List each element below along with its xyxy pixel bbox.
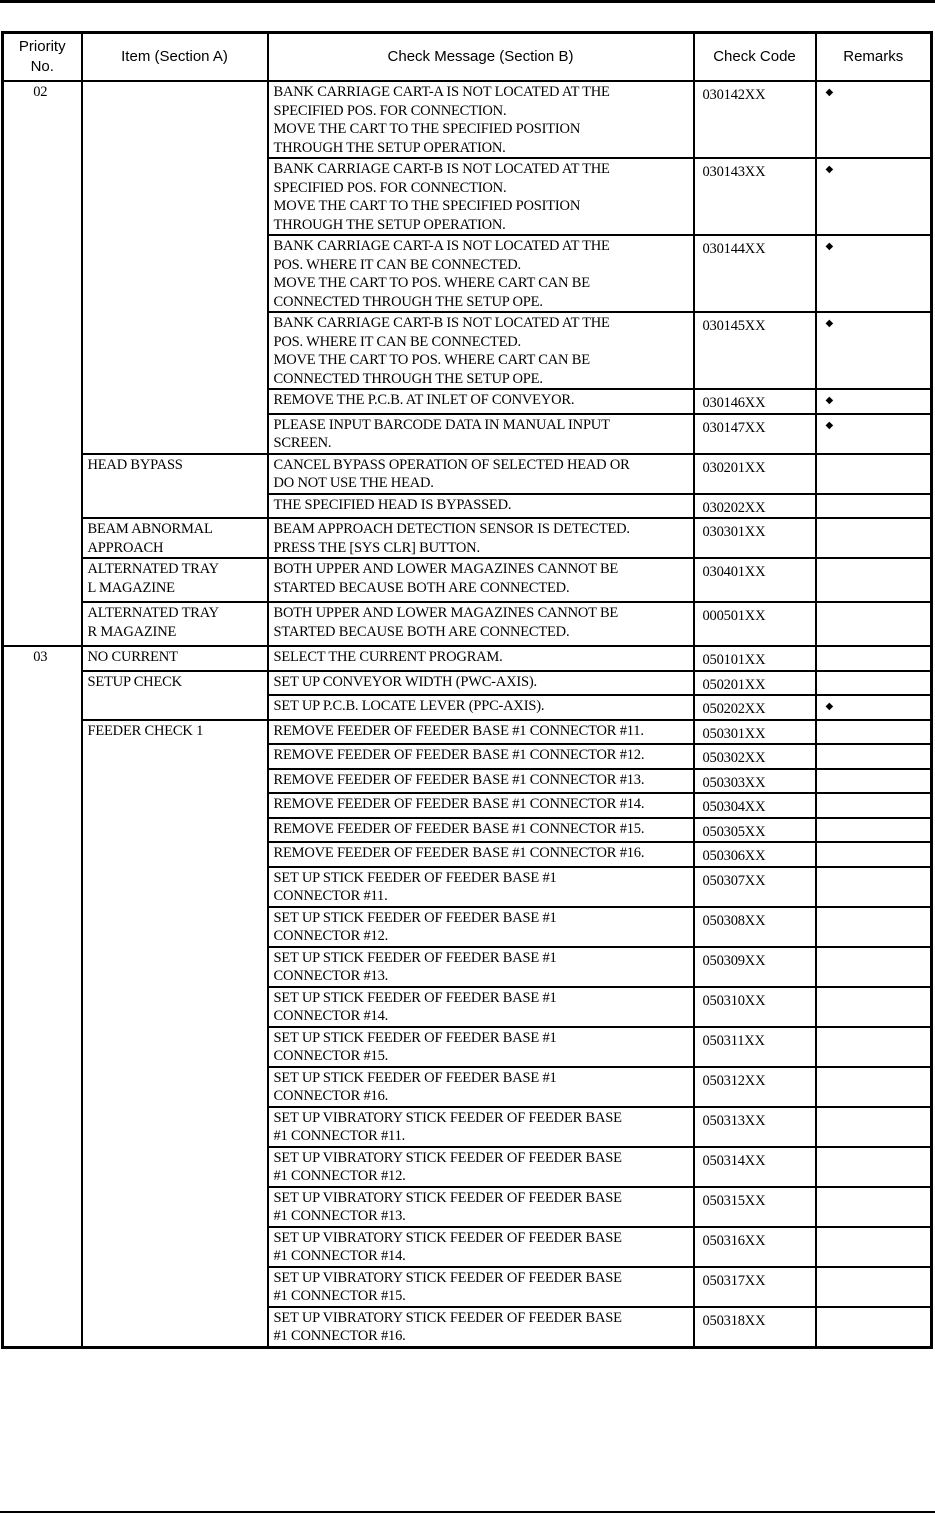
check-message	[268, 1027, 694, 1067]
check-message	[268, 558, 694, 602]
remark-diamond-icon-text	[817, 519, 931, 521]
check-code	[694, 1107, 816, 1147]
priority-no	[3, 81, 82, 646]
remark-diamond-icon	[816, 312, 932, 389]
check-message-text: BANK CARRIAGE CART-A IS NOT LOCATED AT THE SPECIFIED POS. FOR CONNECTION. MOVE THE CART TO THE SPECIFIED POSITION THROUGH THE SETUP OPERATION.	[273, 84, 610, 156]
remark-diamond-icon	[816, 867, 932, 907]
check-code-table	[1, 31, 933, 1349]
check-code	[694, 867, 816, 907]
check-message-text: CANCEL BYPASS OPERATION OF SELECTED HEAD OR DO NOT USE THE HEAD.	[273, 456, 630, 491]
item-name-text	[83, 82, 267, 83]
remark-diamond-icon-text: ◆	[825, 318, 833, 329]
check-code-text: 050301XX	[702, 725, 766, 742]
check-message-text: SET UP STICK FEEDER OF FEEDER BASE #1 CONNECTOR #13.	[273, 949, 557, 984]
check-message	[268, 793, 694, 818]
check-code-text: 050313XX	[702, 1112, 766, 1129]
remark-diamond-icon	[816, 720, 932, 745]
check-message	[268, 744, 694, 769]
check-code-text: 050315XX	[702, 1192, 766, 1209]
col-message: Check Message (Section B)	[268, 33, 694, 82]
priority-no-text: 03	[33, 649, 48, 665]
check-code-text: 030201XX	[702, 459, 766, 476]
check-message-text: SET UP STICK FEEDER OF FEEDER BASE #1 CONNECTOR #16.	[273, 1069, 557, 1104]
remark-diamond-icon	[816, 235, 932, 312]
check-message-text: BOTH UPPER AND LOWER MAGAZINES CANNOT BE STARTED BECAUSE BOTH ARE CONNECTED.	[273, 561, 619, 596]
col-remarks: Remarks	[816, 33, 932, 82]
check-code-text: 030143XX	[702, 164, 766, 180]
check-message-text: SET UP VIBRATORY STICK FEEDER OF FEEDER BASE #1 CONNECTOR #14.	[273, 1229, 622, 1264]
check-code	[694, 1187, 816, 1227]
remark-diamond-icon-text	[817, 843, 931, 845]
check-message-text: REMOVE FEEDER OF FEEDER BASE #1 CONNECTOR #15.	[273, 820, 645, 837]
item-name	[82, 518, 268, 558]
col-priority: Priority No.	[3, 33, 82, 82]
remark-diamond-icon	[816, 907, 932, 947]
check-code	[694, 1027, 816, 1067]
check-code-text: 030142XX	[702, 87, 766, 103]
remark-diamond-icon	[816, 558, 932, 602]
check-code-text: 030144XX	[702, 241, 766, 257]
check-code-text: 030401XX	[702, 564, 766, 580]
remark-diamond-icon-text	[817, 1228, 931, 1230]
check-message-text: PLEASE INPUT BARCODE DATA IN MANUAL INPUT SCREEN.	[273, 416, 610, 451]
check-code	[694, 1147, 816, 1187]
table-row	[3, 81, 932, 158]
check-message	[268, 454, 694, 494]
check-code	[694, 158, 816, 235]
check-code	[694, 1307, 816, 1348]
check-message-text: SET UP VIBRATORY STICK FEEDER OF FEEDER BASE #1 CONNECTOR #12.	[273, 1149, 622, 1184]
remark-diamond-icon-text	[817, 603, 931, 605]
check-code-text: 050308XX	[702, 912, 766, 929]
remark-diamond-icon	[816, 818, 932, 843]
check-code	[694, 1227, 816, 1267]
check-message-text: SET UP VIBRATORY STICK FEEDER OF FEEDER BASE #1 CONNECTOR #13.	[273, 1189, 622, 1224]
priority-no	[3, 646, 82, 1347]
remark-diamond-icon-text: ◆	[825, 164, 833, 175]
check-code-text: 050202XX	[702, 701, 766, 717]
check-message-text: REMOVE FEEDER OF FEEDER BASE #1 CONNECTOR #12.	[273, 747, 645, 763]
remark-diamond-icon	[816, 1027, 932, 1067]
col-item: Item (Section A)	[82, 33, 268, 82]
check-code	[694, 494, 816, 519]
check-code	[694, 720, 816, 745]
remark-diamond-icon-text	[817, 721, 931, 723]
check-message	[268, 867, 694, 907]
check-message-text: BANK CARRIAGE CART-B IS NOT LOCATED AT THE SPECIFIED POS. FOR CONNECTION. MOVE THE CART TO THE SPECIFIED POSITION THROUGH THE SETUP OPERATION.	[273, 161, 610, 233]
check-message-text: BANK CARRIAGE CART-A IS NOT LOCATED AT THE POS. WHERE IT CAN BE CONNECTED. MOVE THE CART TO POS. WHERE CART CAN BE CONNECTED THROUGH THE SETUP OPE.	[273, 238, 610, 310]
check-message	[268, 818, 694, 843]
check-message	[268, 907, 694, 947]
check-code-text: 050302XX	[702, 750, 766, 766]
remark-diamond-icon-text	[817, 988, 931, 990]
check-message-text: REMOVE FEEDER OF FEEDER BASE #1 CONNECTOR #11.	[273, 722, 644, 739]
remark-diamond-icon	[816, 1107, 932, 1147]
remark-diamond-icon-text	[817, 1108, 931, 1110]
remark-diamond-icon-text	[817, 819, 931, 821]
remark-diamond-icon-text	[817, 1068, 931, 1070]
remark-diamond-icon-text	[817, 672, 931, 674]
check-code-text: 050317XX	[702, 1272, 766, 1289]
remark-diamond-icon	[816, 1187, 932, 1227]
remark-diamond-icon	[816, 518, 932, 558]
check-code-text: 030146XX	[702, 395, 766, 411]
check-code-text: 000501XX	[702, 608, 766, 624]
check-code-text: 050318XX	[702, 1312, 766, 1329]
remark-diamond-icon	[816, 602, 932, 646]
remark-diamond-icon-text: ◆	[825, 395, 833, 406]
remark-diamond-icon	[816, 744, 932, 769]
check-code-text: 050306XX	[702, 848, 766, 864]
check-code-text: 050305XX	[702, 823, 766, 840]
remark-diamond-icon	[816, 1067, 932, 1107]
check-message	[268, 494, 694, 519]
check-message	[268, 987, 694, 1027]
check-message	[268, 1307, 694, 1348]
remark-diamond-icon-text	[817, 745, 931, 747]
check-code	[694, 414, 816, 454]
check-message	[268, 312, 694, 389]
item-name-text: FEEDER CHECK 1	[87, 722, 204, 739]
check-message-text: REMOVE FEEDER OF FEEDER BASE #1 CONNECTOR #14.	[273, 796, 645, 812]
remark-diamond-icon-text	[817, 794, 931, 796]
remark-diamond-icon-text: ◆	[825, 87, 833, 98]
check-code	[694, 235, 816, 312]
item-name	[82, 558, 268, 602]
remark-diamond-icon-text	[817, 948, 931, 950]
check-code-text: 050201XX	[702, 676, 766, 693]
check-code	[694, 646, 816, 671]
check-code-text: 030145XX	[702, 318, 766, 334]
remark-diamond-icon	[816, 1307, 932, 1348]
check-message-text: REMOVE FEEDER OF FEEDER BASE #1 CONNECTOR #16.	[273, 845, 645, 861]
item-name-text: BEAM ABNORMAL APPROACH	[87, 521, 213, 556]
remark-diamond-icon	[816, 1267, 932, 1307]
check-code-text: 050307XX	[702, 872, 766, 889]
item-name	[82, 81, 268, 454]
remark-diamond-icon	[816, 695, 932, 720]
check-code	[694, 793, 816, 818]
remark-diamond-icon-text	[817, 868, 931, 870]
check-message	[268, 1107, 694, 1147]
check-message-text: SET UP STICK FEEDER OF FEEDER BASE #1 CONNECTOR #11.	[273, 869, 557, 904]
table-row	[3, 646, 932, 671]
check-code	[694, 312, 816, 389]
check-message	[268, 947, 694, 987]
check-message-text: THE SPECIFIED HEAD IS BYPASSED.	[273, 496, 512, 513]
check-message-text: SET UP VIBRATORY STICK FEEDER OF FEEDER BASE #1 CONNECTOR #15.	[273, 1269, 622, 1304]
check-message	[268, 81, 694, 158]
check-message	[268, 720, 694, 745]
check-message	[268, 842, 694, 867]
item-name	[82, 454, 268, 519]
check-message-text: BANK CARRIAGE CART-B IS NOT LOCATED AT THE POS. WHERE IT CAN BE CONNECTED. MOVE THE CART TO POS. WHERE CART CAN BE CONNECTED THROUGH THE SETUP OPE.	[273, 315, 610, 387]
check-message-text: SET UP STICK FEEDER OF FEEDER BASE #1 CONNECTOR #12.	[273, 909, 557, 944]
remark-diamond-icon-text	[817, 908, 931, 910]
check-message	[268, 1227, 694, 1267]
check-message-text: BEAM APPROACH DETECTION SENSOR IS DETECTED. PRESS THE [SYS CLR] BUTTON.	[273, 521, 630, 556]
check-message-text: SET UP STICK FEEDER OF FEEDER BASE #1 CONNECTOR #15.	[273, 1029, 557, 1064]
table-row	[3, 518, 932, 558]
check-message	[268, 518, 694, 558]
check-message-text: SET UP CONVEYOR WIDTH (PWC-AXIS).	[273, 673, 537, 690]
check-code	[694, 1067, 816, 1107]
remark-diamond-icon-text	[817, 647, 931, 649]
table-row	[3, 602, 932, 646]
item-name-text: HEAD BYPASS	[87, 456, 183, 473]
item-name-text: SETUP CHECK	[87, 673, 182, 690]
check-code	[694, 1267, 816, 1307]
check-code	[694, 769, 816, 794]
remark-diamond-icon	[816, 671, 932, 696]
check-code	[694, 454, 816, 494]
remark-diamond-icon-text	[817, 1188, 931, 1190]
check-code-text: 050312XX	[702, 1072, 766, 1089]
item-name-text: NO CURRENT	[87, 649, 178, 665]
remark-diamond-icon	[816, 947, 932, 987]
col-code: Check Code	[694, 33, 816, 82]
remark-diamond-icon-text	[817, 1308, 931, 1310]
remark-diamond-icon	[816, 81, 932, 158]
check-code-text: 050310XX	[702, 992, 766, 1009]
remark-diamond-icon	[816, 842, 932, 867]
check-message	[268, 671, 694, 696]
remark-diamond-icon-text	[817, 770, 931, 772]
remark-diamond-icon-text	[817, 1148, 931, 1150]
table-header-row	[3, 33, 932, 82]
check-message-text: SELECT THE CURRENT PROGRAM.	[273, 649, 503, 665]
check-message-text: SET UP VIBRATORY STICK FEEDER OF FEEDER BASE #1 CONNECTOR #16.	[273, 1309, 622, 1344]
check-message	[268, 1147, 694, 1187]
check-code	[694, 81, 816, 158]
item-name-text: ALTERNATED TRAY L MAGAZINE	[87, 561, 219, 596]
remark-diamond-icon-text	[817, 495, 931, 497]
check-message-text: SET UP STICK FEEDER OF FEEDER BASE #1 CONNECTOR #14.	[273, 989, 557, 1024]
check-message	[268, 414, 694, 454]
remark-diamond-icon	[816, 389, 932, 414]
check-code	[694, 987, 816, 1027]
check-message-text: BOTH UPPER AND LOWER MAGAZINES CANNOT BE STARTED BECAUSE BOTH ARE CONNECTED.	[273, 605, 619, 640]
priority-no-text: 02	[33, 84, 48, 100]
header-rule	[0, 0, 935, 3]
check-message	[268, 389, 694, 414]
check-code	[694, 518, 816, 558]
remark-diamond-icon-text: ◆	[825, 701, 833, 712]
item-name-text: ALTERNATED TRAY R MAGAZINE	[87, 605, 219, 640]
check-message	[268, 602, 694, 646]
remark-diamond-icon	[816, 793, 932, 818]
table-row	[3, 558, 932, 602]
check-code	[694, 671, 816, 696]
remark-diamond-icon	[816, 494, 932, 519]
check-code	[694, 907, 816, 947]
check-code	[694, 744, 816, 769]
check-code-text: 050311XX	[702, 1032, 765, 1049]
item-name	[82, 602, 268, 646]
check-message	[268, 1067, 694, 1107]
check-code-text: 050304XX	[702, 799, 766, 815]
item-name	[82, 720, 268, 1348]
table-row	[3, 454, 932, 494]
remark-diamond-icon-text: ◆	[825, 241, 833, 252]
check-code-text: 050101XX	[702, 652, 766, 668]
check-message	[268, 695, 694, 720]
check-code	[694, 695, 816, 720]
remark-diamond-icon	[816, 987, 932, 1027]
remark-diamond-icon	[816, 158, 932, 235]
remark-diamond-icon	[816, 1147, 932, 1187]
check-code-text: 050314XX	[702, 1152, 766, 1169]
remark-diamond-icon-text: ◆	[825, 419, 833, 431]
check-code-text: 030202XX	[702, 499, 766, 516]
remark-diamond-icon	[816, 646, 932, 671]
remark-diamond-icon-text	[817, 455, 931, 457]
check-message-text: SET UP P.C.B. LOCATE LEVER (PPC-AXIS).	[273, 698, 545, 714]
table-row	[3, 720, 932, 745]
check-message-text: SET UP VIBRATORY STICK FEEDER OF FEEDER BASE #1 CONNECTOR #11.	[273, 1109, 622, 1144]
item-name	[82, 671, 268, 720]
check-code	[694, 558, 816, 602]
item-name	[82, 646, 268, 671]
check-code	[694, 602, 816, 646]
remark-diamond-icon	[816, 1227, 932, 1267]
check-code-text: 050316XX	[702, 1232, 766, 1249]
check-message	[268, 1187, 694, 1227]
check-code	[694, 947, 816, 987]
check-message	[268, 1267, 694, 1307]
check-code-text: 050309XX	[702, 952, 766, 969]
check-code-text: 030147XX	[702, 419, 766, 436]
check-code	[694, 818, 816, 843]
check-code	[694, 842, 816, 867]
check-code-text: 050303XX	[702, 774, 766, 791]
check-message	[268, 158, 694, 235]
check-message	[268, 235, 694, 312]
remark-diamond-icon	[816, 769, 932, 794]
check-message	[268, 769, 694, 794]
check-code	[694, 389, 816, 414]
check-message	[268, 646, 694, 671]
table-body	[3, 81, 932, 1347]
remark-diamond-icon-text	[817, 1268, 931, 1270]
check-code-text: 030301XX	[702, 524, 766, 540]
table-row	[3, 671, 932, 696]
remark-diamond-icon-text	[817, 1028, 931, 1030]
remark-diamond-icon	[816, 414, 932, 454]
check-message-text: REMOVE FEEDER OF FEEDER BASE #1 CONNECTOR #13.	[273, 771, 645, 788]
remark-diamond-icon-text	[817, 559, 931, 561]
remark-diamond-icon	[816, 454, 932, 494]
check-message-text: REMOVE THE P.C.B. AT INLET OF CONVEYOR.	[273, 392, 575, 408]
footer-rule	[0, 1511, 935, 1513]
